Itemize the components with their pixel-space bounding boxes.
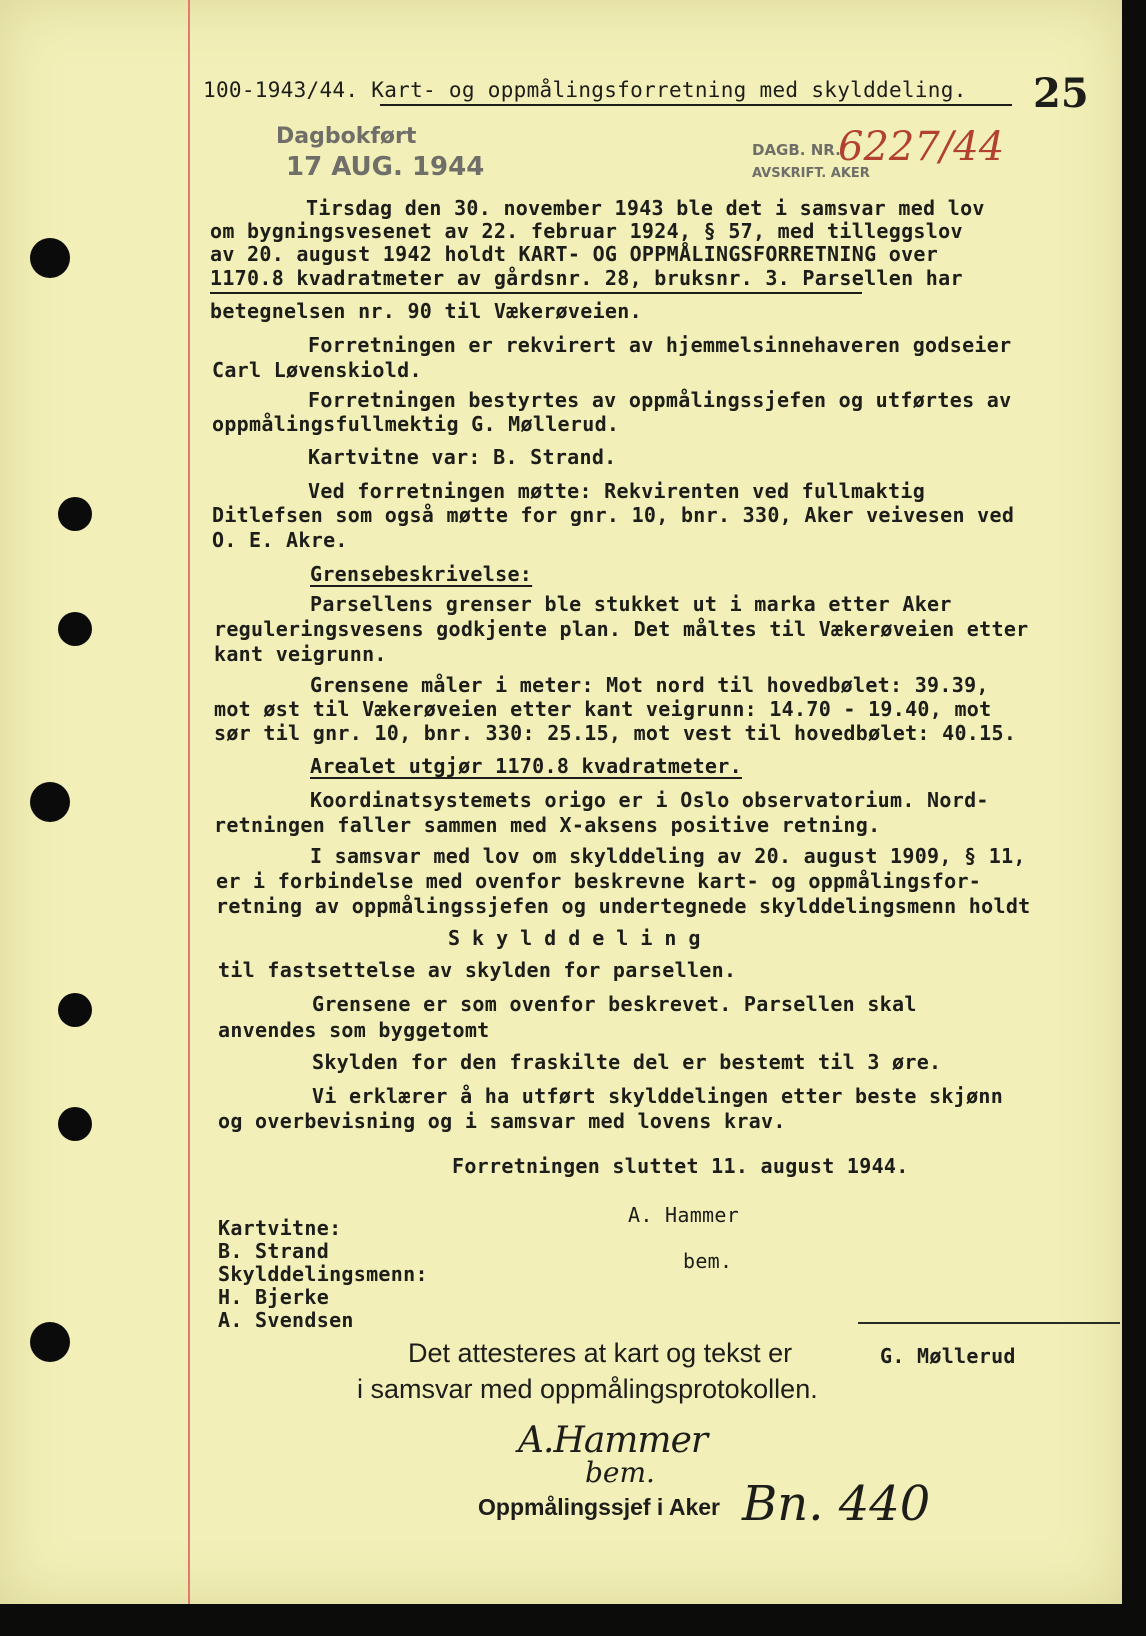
binder-hole	[58, 612, 92, 646]
attest-initials: Bn. 440	[742, 1476, 931, 1532]
p1-line: betegnelsen nr. 90 til Vækerøveien.	[210, 299, 642, 323]
header-title: 100-1943/44. Kart- og oppmålingsforretning med skylddeling.	[203, 78, 967, 102]
p2-line: Carl Løvenskiold.	[212, 358, 422, 382]
page-number: 25	[1033, 70, 1089, 117]
areal-line: Arealet utgjør 1170.8 kvadratmeter.	[310, 754, 742, 778]
dagb-number: 6227/44	[838, 124, 1005, 170]
p6-line: Parsellens grenser ble stukket ut i marka etter Aker	[310, 592, 952, 616]
binder-hole	[58, 497, 92, 531]
attest-bem: bem.	[585, 1456, 655, 1489]
p1-line: Tirsdag den 30. november 1943 ble det i samsvar med lov	[306, 196, 985, 220]
binder-hole	[58, 993, 92, 1027]
p2-line: Forretningen er rekvirert av hjemmelsinnehaveren godseier	[308, 333, 1012, 357]
p10-line: til fastsettelse av skylden for parsellen.	[218, 958, 737, 982]
p11-line: Grensene er som ovenfor beskrevet. Parsellen skal	[312, 992, 917, 1016]
p13-line: og overbevisning og i samsvar med lovens krav.	[218, 1109, 786, 1133]
header-underline	[380, 104, 1012, 106]
p11-line: anvendes som byggetomt	[218, 1018, 490, 1042]
margin-rule	[188, 0, 190, 1604]
p7-line: mot øst til Vækerøveien etter kant veigrunn: 14.70 - 19.40, mot	[214, 697, 992, 721]
p9-line: I samsvar med lov om skylddeling av 20. august 1909, § 11,	[310, 844, 1026, 868]
date-stamp: 17 AUG. 1944	[286, 152, 485, 182]
p9-line: er i forbindelse med ovenfor beskrevne kart- og oppmålingsfor-	[216, 869, 982, 893]
p8-line: Koordinatsystemets origo er i Oslo observatorium. Nord-	[310, 788, 989, 812]
closing-line: Forretningen sluttet 11. august 1944.	[452, 1154, 909, 1178]
p13-line: Vi erklærer å ha utført skylddelingen etter beste skjønn	[312, 1084, 1004, 1108]
sig-left-line: Skylddelingsmenn:	[218, 1262, 428, 1286]
attest-office: Oppmålingssjef i Aker	[478, 1494, 720, 1520]
p7-line: Grensene måler i meter: Mot nord til hovedbølet: 39.39,	[310, 673, 989, 697]
signature-line	[858, 1322, 1120, 1324]
signature-bem: bem.	[683, 1249, 733, 1273]
signature-hammer: A. Hammer	[628, 1203, 740, 1227]
p1-line: av 20. august 1942 holdt KART- OG OPPMÅLINGSFORRETNING over	[210, 242, 939, 266]
signature-mollerud: G. Møllerud	[880, 1344, 1016, 1368]
binder-hole	[58, 1107, 92, 1141]
heading-skylddeling: Skylddeling	[448, 926, 713, 950]
sig-left-line: B. Strand	[218, 1239, 330, 1263]
dagbok-stamp: Dagbokført	[276, 124, 417, 149]
p1-line: 1170.8 kvadratmeter av gårdsnr. 28, bruksnr. 3. Parsellen har	[210, 266, 963, 290]
avskrift-stamp: AVSKRIFT. AKER	[752, 166, 870, 181]
binder-hole	[30, 782, 70, 822]
p3-line: oppmålingsfullmektig G. Møllerud.	[212, 412, 620, 436]
attest-signature: A.Hammer	[518, 1420, 708, 1461]
dagb-stamp: DAGB. NR.	[752, 141, 841, 159]
p3-line: Forretningen bestyrtes av oppmålingssjefen og utførtes av	[308, 388, 1012, 412]
sig-left-line: A. Svendsen	[218, 1308, 354, 1332]
p6-line: reguleringsvesens godkjente plan. Det måltes til Vækerøveien etter	[214, 617, 1029, 641]
p9-line: retning av oppmålingssjefen og undertegnede skylddelingsmenn holdt	[216, 894, 1031, 918]
p1-line: om bygningsvesenet av 22. februar 1924, § 57, med tilleggslov	[210, 219, 963, 243]
p5-line: O. E. Akre.	[212, 528, 348, 552]
binder-hole	[30, 1322, 70, 1362]
sig-left-line: H. Bjerke	[218, 1285, 330, 1309]
attest-line2: i samsvar med oppmålingsprotokollen.	[357, 1374, 818, 1404]
p8-line: retningen faller sammen med X-aksens positive retning.	[214, 813, 881, 837]
p7-line: sør til gnr. 10, bnr. 330: 25.15, mot vest til hovedbølet: 40.15.	[214, 721, 1017, 745]
sig-left-line: Kartvitne:	[218, 1216, 342, 1240]
p5-line: Ved forretningen møtte: Rekvirenten ved fullmaktig	[308, 479, 926, 503]
p6-line: kant veigrunn.	[214, 642, 387, 666]
p12-line: Skylden for den fraskilte del er bestemt til 3 øre.	[312, 1050, 942, 1074]
attest-line1: Det attesteres at kart og tekst er	[408, 1338, 793, 1368]
p5-line: Ditlefsen som også møtte for gnr. 10, bnr. 330, Aker veivesen ved	[212, 503, 1015, 527]
binder-hole	[30, 238, 70, 278]
heading-grensebeskrivelse: Grensebeskrivelse:	[310, 562, 533, 586]
p1-underline	[210, 292, 862, 294]
p4-line: Kartvitne var: B. Strand.	[308, 445, 617, 469]
